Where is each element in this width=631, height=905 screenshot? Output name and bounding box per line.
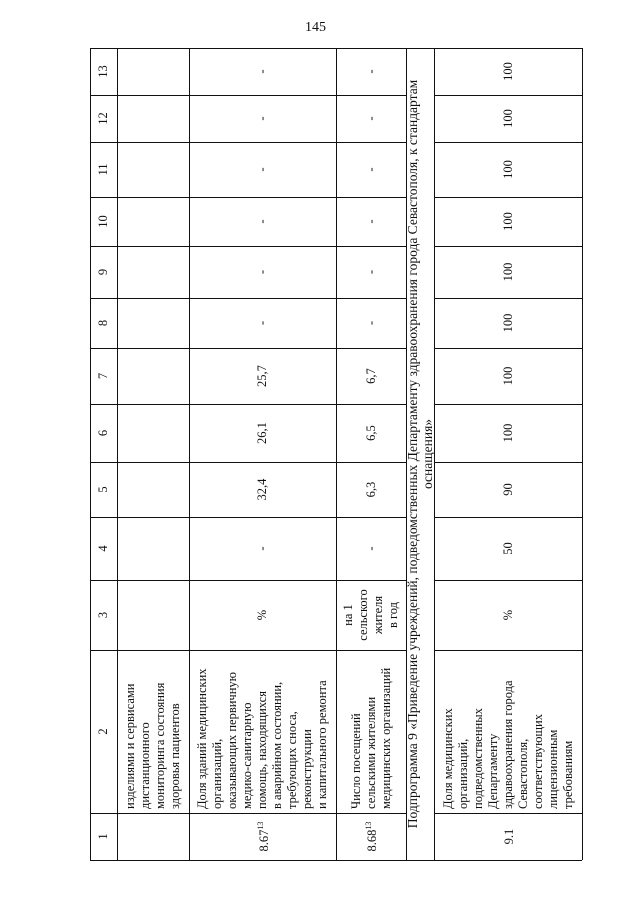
row-9-1-value-11 [434,142,582,197]
row-continued-value-9 [117,246,189,298]
row-continued-value-4 [117,517,189,580]
header-col-4 [90,517,117,580]
header-col-11 [90,142,117,197]
header-col-6 [90,404,117,462]
row-9-1-value-12 [434,95,582,142]
row-continued-value-8 [117,298,189,348]
row-continued-id [117,813,189,860]
row-9-1-value-4-text: 50 [500,542,515,555]
row-8-68-id-text [361,822,380,852]
row-continued-name [117,646,189,813]
row-8-68-value-12 [336,95,406,142]
row-8-68-value-7-text: 6,7 [363,368,378,384]
row-continued-value-5 [117,462,189,517]
row-9-1-value-4 [434,517,582,580]
row-8-67-value-4-text: - [255,546,269,551]
row-continued-value-12 [117,95,189,142]
row-8-68-value-4 [336,517,406,580]
row-8-68-value-10 [336,197,406,246]
row-continued-value-13 [117,48,189,95]
row-continued-value-7 [117,348,189,404]
row-continued-value-6 [117,404,189,462]
row-8-67-unit-text: % [255,609,269,621]
header-col-9-text: 9 [96,268,110,276]
header-col-13 [90,48,117,95]
row-9-1-value-13 [434,48,582,95]
row-8-67-value-12 [189,95,336,142]
row-9-1-value-7-text: 100 [500,366,515,386]
row-8-67-value-13 [189,48,336,95]
header-col-7-text: 7 [96,372,110,380]
row-8-68-value-13-text: - [363,69,378,74]
row-id-footnote: 13 [364,821,374,830]
header-col-8 [90,298,117,348]
row-8-67-value-10 [189,197,336,246]
row-9-1-id-text [498,829,517,845]
row-8-68-value-6-text: 6,5 [363,425,378,441]
row-8-67-value-11-text: - [255,167,269,172]
row-8-67-value-5-text: 32,4 [255,478,269,501]
row-8-67-value-6 [189,404,336,462]
row-9-1-value-10 [434,197,582,246]
row-8-68-value-11 [336,142,406,197]
row-9-1-value-9-text: 100 [500,262,515,282]
row-8-67-unit [189,580,336,650]
row-8-67-value-13-text: - [255,69,269,74]
row-8-68-unit-text: на 1 сельского жителя в год [341,589,400,641]
row-9-1-value-6-text: 100 [500,423,515,443]
row-id-footnote: 13 [255,821,265,830]
row-9-1-value-6 [434,404,582,462]
header-col-10-text: 10 [96,215,110,228]
row-9-1-value-7 [434,348,582,404]
row-9-1-unit [434,580,582,650]
row-8-68-value-4-text: - [363,546,378,551]
header-col-6-text: 6 [96,429,110,437]
row-9-1-value-5-text: 90 [500,483,515,496]
row-8-68-name [336,646,406,813]
row-8-67-value-9-text: - [255,269,269,275]
row-8-68-value-9-text: - [363,269,378,275]
header-col-11-text: 11 [96,163,110,176]
header-col-3 [90,580,117,650]
row-8-67-id [189,813,336,860]
row-8-67-value-8 [189,298,336,348]
row-8-68-unit [336,580,406,650]
row-9-1-unit-text: % [500,609,515,621]
header-col-1-text: 1 [96,833,110,840]
row-8-67-value-6-text: 26,1 [255,422,269,444]
row-8-68-value-12-text: - [363,116,378,121]
row-9-1-name [434,646,582,813]
row-9-1-value-9 [434,246,582,298]
subprogram-9-title-text: Подпрограмма 9 «Приведение учреждений, подведомственных Департаменту здравоохранения города Севастополя, к стандартам оснащения» [405,79,435,829]
row-8-67-value-7 [189,348,336,404]
row-9-1-value-5 [434,462,582,517]
row-9-1-id [434,813,582,860]
row-id: 8.68 [365,829,380,852]
row-8-68-value-7 [336,348,406,404]
row-9-1-value-8 [434,298,582,348]
header-col-2-text: 2 [96,728,110,735]
row-8-68-value-5-text: 6,3 [363,481,378,498]
row-8-67-value-7-text: 25,7 [255,365,269,387]
header-col-5 [90,462,117,517]
row-8-68-value-10-text: - [363,219,378,224]
row-divider [582,48,583,860]
header-col-10 [90,197,117,246]
row-8-67-value-8-text: - [255,320,269,326]
row-8-67-value-10-text: - [255,219,269,224]
row-9-1-value-12-text: 100 [500,109,515,128]
row-8-67-value-4 [189,517,336,580]
row-9-1-value-8-text: 100 [500,313,515,333]
header-col-13-text: 13 [96,65,110,78]
row-8-67-value-5 [189,462,336,517]
row-8-68-value-8 [336,298,406,348]
row-8-68-value-8-text: - [363,320,378,326]
row-id: 9.1 [502,828,517,845]
row-9-1-value-10-text: 100 [500,212,515,231]
row-8-68-value-13 [336,48,406,95]
row-8-67-id-text [253,822,272,852]
header-col-5-text: 5 [96,486,110,493]
header-col-8-text: 8 [96,319,110,327]
table-border [90,860,582,861]
row-8-67-value-9 [189,246,336,298]
row-8-68-id [336,813,406,860]
row-9-1-name-text: Доля медицинских организаций, подведомственных Департаменту здравоохранения города Севастополя, соответствующих лицензионным требованиям [440,680,575,809]
row-8-68-value-11-text: - [363,167,378,172]
row-continued-unit [117,580,189,650]
header-col-9 [90,246,117,298]
row-8-67-name-text: Доля зданий медицинских организаций, оказывающих первичную медико-санитарную помощь, находящихся в аварийном состоянии, требующих сноса, реконструкции и капитального ремонта [195,668,329,809]
row-continued-value-10 [117,197,189,246]
row-continued-value-11 [117,142,189,197]
header-col-2 [90,650,117,813]
row-8-68-value-5 [336,462,406,517]
row-continued-name-text: изделиями и сервисами дистанционного мониторинга состояния здоровья пациентов [123,682,182,809]
row-id: 8.67 [257,829,272,852]
header-col-12 [90,95,117,142]
row-8-67-value-12-text: - [255,116,269,121]
row-8-67-name [189,646,336,813]
header-col-7 [90,348,117,404]
row-8-68-value-6 [336,404,406,462]
header-col-12-text: 12 [96,112,110,125]
header-col-1 [90,813,117,860]
row-8-68-value-9 [336,246,406,298]
subprogram-9-title [406,48,434,860]
header-col-4-text: 4 [96,545,110,552]
row-8-68-name-text: Число посещений сельскими жителями медицинских организаций [348,667,393,809]
page-number: 145 [305,20,326,35]
row-8-67-value-11 [189,142,336,197]
header-col-3-text: 3 [96,611,110,619]
row-9-1-value-11-text: 100 [500,160,515,179]
row-9-1-value-13-text: 100 [500,62,515,81]
